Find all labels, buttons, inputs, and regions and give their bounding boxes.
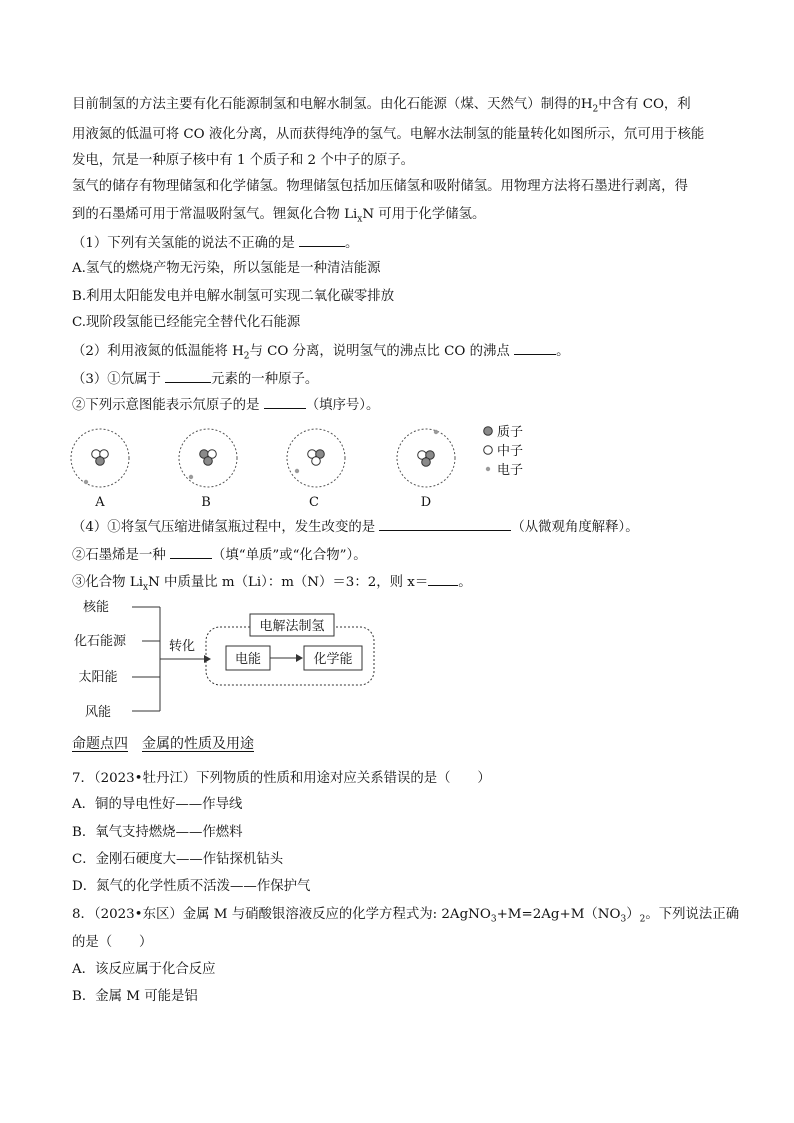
legend-neutron-label: 中子: [497, 444, 524, 459]
atom-c-electron: [295, 469, 299, 473]
atom-label-c: C: [309, 495, 319, 510]
atom-legend: [484, 425, 523, 478]
atom-c-neutron-2: [312, 457, 321, 466]
q4-answer-blank-1[interactable]: [379, 518, 511, 531]
legend-neutron-icon: [484, 446, 493, 455]
legend-electron-label: 电子: [497, 463, 524, 478]
atom-b-electron: [189, 475, 193, 479]
energy-diagram: [60, 594, 390, 724]
passage-line-4: 氢气的储存有物理储氢和化学储氢。物理储氢包括加压储氢和吸附储氢。用物理方法将石墨进行剥离，得: [72, 179, 688, 194]
convert-label: 转化: [168, 639, 196, 654]
passage-line-5: 到的石墨烯可用于常温吸附氢气。锂氮化合物 $Li_xN$ 可用于化学储氢。: [72, 207, 486, 225]
q8-option-b: B．金属 M 可能是铝: [72, 989, 198, 1004]
atom-b-proton-2: [204, 457, 213, 466]
q4-part3: ③化合物 $Li_xN$ 中质量比 m（Li）：m（N）＝3：2，则 x＝ 。: [72, 575, 472, 593]
arrow-icon: [296, 654, 303, 662]
atom-d-electron: [434, 430, 438, 434]
q8-stem: 8．（2023•东区）金属 M 与硝酸银溶液反应的化学方程式为: $2AgNO_3+M=2Ag+M(NO_3)_2$。下列说法正确: [72, 907, 740, 925]
electrolysis-title: 电解法制氢: [259, 619, 325, 634]
q4-answer-blank-2[interactable]: [170, 546, 212, 559]
q3-answer-blank-1[interactable]: [165, 370, 211, 383]
q7-option-a: A．铜的导电性好——作导线: [72, 797, 243, 812]
passage-line-2: 用液氮的低温可将 CO 液化分离，从而获得纯净的氢气。电解水法制氢的能量转化如图所示，氘可用于核能: [72, 127, 705, 142]
q2-answer-blank[interactable]: [514, 342, 556, 355]
section-heading: 命题点四 金属的性质及用途: [72, 736, 254, 752]
atom-d: [397, 429, 455, 510]
q3-answer-blank-2[interactable]: [264, 396, 306, 409]
atom-label-d: D: [420, 495, 432, 510]
atom-label-a: A: [95, 495, 105, 510]
passage-line-1: 目前制氢的方法主要有化石能源制氢和电解水制氢。由化石能源（煤、天然气）制得的$H_2$中含有 CO，利: [72, 97, 691, 115]
electricity-label: 电能: [234, 652, 262, 667]
atom-b: [179, 429, 237, 510]
q1-option-a: A.氢气的燃烧产物无污染，所以氢能是一种清洁能源: [72, 261, 381, 276]
q7-stem: 7．（2023•牡丹江）下列物质的性质和用途对应关系错误的是（ ）: [72, 771, 491, 786]
legend-proton-label: 质子: [497, 425, 524, 440]
q1-option-c: C.现阶段氢能已经能完全替代化石能源: [72, 315, 301, 330]
q2-stem: （2）利用液氮的低温能将 $H_2$与 CO 分离，说明氢气的沸点比 CO 的沸点 。: [72, 344, 570, 362]
q1-stem: （1）下列有关氢能的说法不正确的是 。: [72, 236, 359, 251]
q7-option-d: D．氮气的化学性质不活泼——作保护气: [72, 879, 311, 894]
q1-option-b: B.利用太阳能发电并电解水制氢可实现二氧化碳零排放: [72, 289, 395, 304]
source-nuclear: 核能: [82, 600, 110, 615]
legend-electron-icon: [486, 467, 490, 471]
q3-part2: ②下列示意图能表示氘原子的是 （填序号）。: [72, 398, 380, 413]
q1-answer-blank[interactable]: [299, 234, 345, 247]
q8-stem-line-2: 的是（ ）: [72, 935, 153, 950]
atom-label-b: B: [201, 495, 211, 510]
atom-d-proton-2: [422, 458, 431, 467]
q7-option-b: B．氧气支持燃烧——作燃料: [72, 825, 243, 840]
q7-option-c: C．金刚石硬度大——作钻探机钻头: [72, 852, 284, 867]
atom-c: [287, 429, 345, 510]
source-wind: 风能: [84, 705, 112, 720]
q8-option-a: A．该反应属于化合反应: [72, 962, 216, 977]
atom-a: [71, 429, 129, 510]
atom-a-proton: [96, 457, 105, 466]
source-solar: 太阳能: [78, 670, 118, 685]
source-fossil: 化石能源: [73, 634, 127, 649]
q4-answer-blank-3[interactable]: [428, 573, 458, 586]
atom-diagrams: [60, 418, 560, 518]
q3-part1: （3）①氘属于 元素的一种原子。: [72, 372, 319, 387]
chemical-energy-label: 化学能: [313, 652, 353, 667]
q4-part2: ②石墨烯是一种 （填“单质”或“化合物”）。: [72, 548, 367, 563]
q4-part1: （4）①将氢气压缩进储氢瓶过程中，发生改变的是 （从微观角度解释）。: [72, 520, 639, 535]
atom-a-electron: [84, 480, 88, 484]
legend-proton-icon: [484, 427, 493, 436]
passage-line-3: 发电，氘是一种原子核中有 1 个质子和 2 个中子的原子。: [72, 153, 415, 168]
